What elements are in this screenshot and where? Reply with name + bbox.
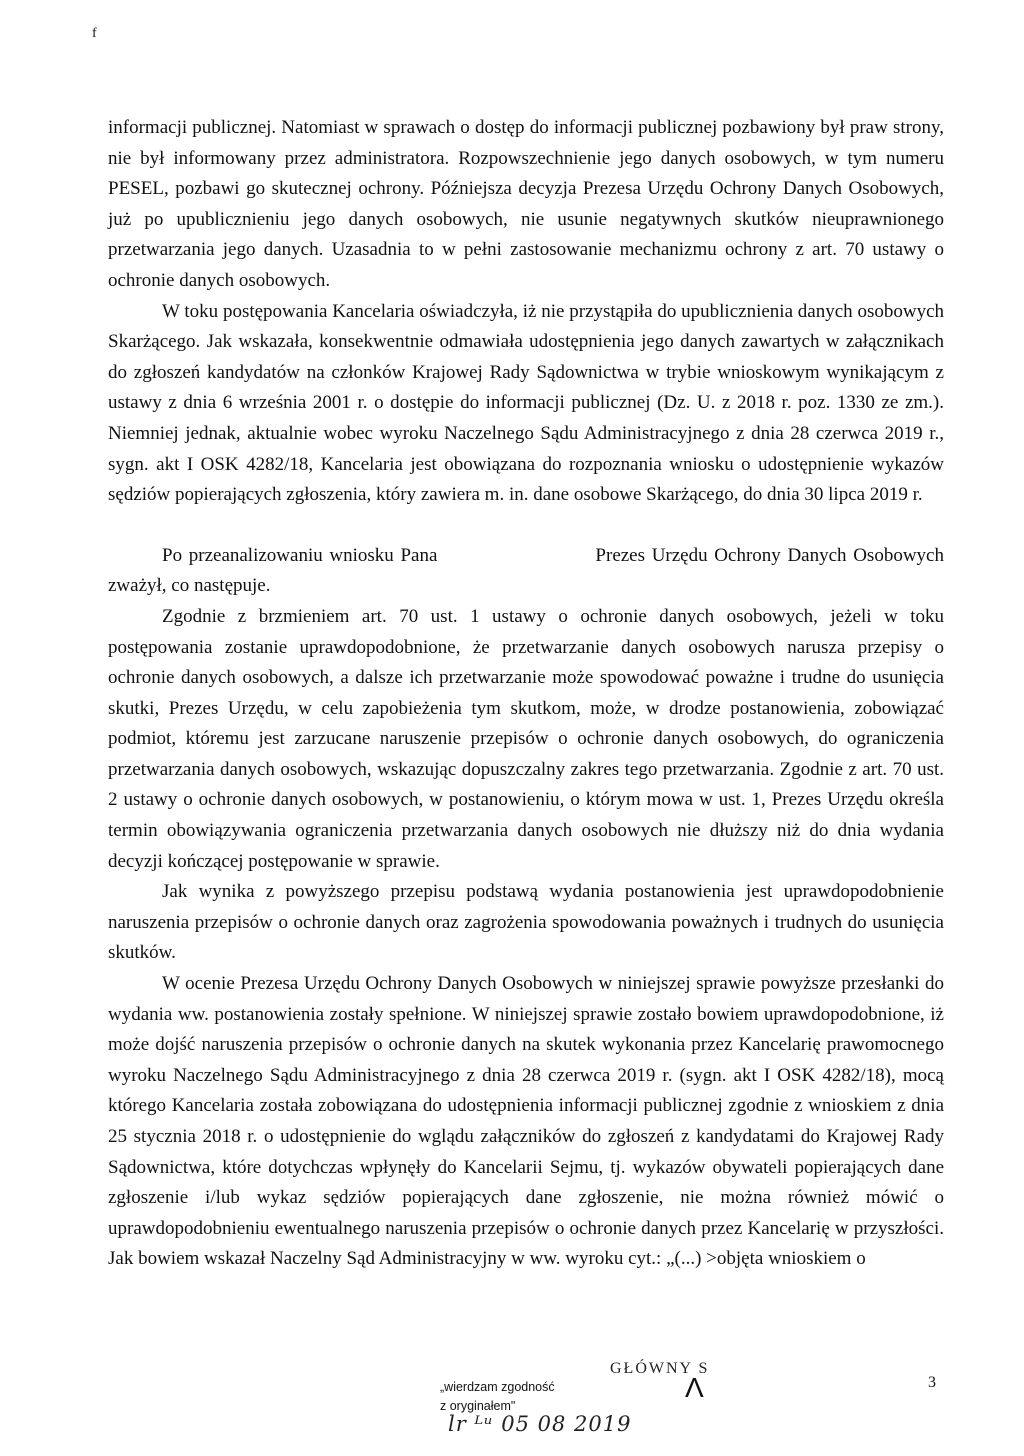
- analysis-intro-before: Po przeanalizowaniu wniosku Pana: [162, 544, 438, 566]
- signature-mark: Λ: [685, 1372, 704, 1403]
- paragraph-analysis-intro: [108, 541, 944, 602]
- certify-line-1: „wierdzam zgodność: [440, 1380, 555, 1394]
- stamp-title: GŁÓWNY S: [610, 1360, 710, 1377]
- paragraph-chancellery-statement: W toku postępowania Kancelaria oświadczyła, iż nie przystąpiła do upublicznienia danych osobowych Skarżącego. Jak wskazała, konsekwentnie odmawiała udostępnienia jego danych zawartych w załącznikach do zgłoszeń kandydatów na członków Krajowej Rady Sądownictwa w trybie wnioskowym wynikającym z ustawy z dnia 6 września 2001 r. o dostępie do informacji publicznej (Dz. U. z 2018 r. poz. 1330 ze zm.). Niemniej jednak, aktualnie wobec wyroku Naczelnego Sądu Administracyjnego z dnia 28 czerwca 2019 r., sygn. akt I OSK 4282/18, Kancelaria jest obowiązana do rozpoznania wniosku o udostępnienie wykazów sędziów popierających zgłoszenia, który zawiera m. in. dane osobowe Skarżącego, do dnia 30 lipca 2019 r.: [108, 300, 944, 506]
- paragraph-conclusion: Jak wynika z powyższego przepisu podstawą wydania postanowienia jest uprawdopodobnienie naruszenia przepisów o ochronie danych oraz zagrożenia spowodowania poważnych i trudnych do usunięcia skutków.: [108, 881, 944, 964]
- paragraph-continuation: informacji publicznej. Natomiast w sprawach o dostęp do informacji publicznej pozbawiony był praw strony, nie był informowany przez administratora. Rozpowszechnienie jego danych osobowych, w tym numeru PESEL, pozbawi go skutecznej ochrony. Późniejsza decyzja Prezesa Urzędu Ochrony Danych Osobowych, już po upublicznieniu jego danych osobowych, nie usunie negatywnych skutków nieuprawnionego przetwarzania jego danych. Uzasadnia to w pełni zastosowanie mechanizmu ochrony z art. 70 ustawy o ochronie danych osobowych.: [108, 117, 944, 291]
- paragraph-legal-basis: Zgodnie z brzmieniem art. 70 ust. 1 ustawy o ochronie danych osobowych, jeżeli w toku postępowania zostanie uprawdopodobnione, że przetwarzanie danych osobowych narusza przepisy o ochronie danych osobowych, a dalsze ich przetwarzanie może spowodować poważne i trudne do usunięcia skutki, Prezes Urzędu, w celu zapobieżenia tym skutkom, może, w drodze postanowienia, zobowiązać podmiot, któremu jest zarzucane naruszenie przepisów o ochronie danych osobowych, do ograniczenia przetwarzania danych osobowych, wskazując dopuszczalny zakres tego przetwarzania. Zgodnie z art. 70 ust. 2 ustawy o ochronie danych osobowych, w postanowieniu, o którym mowa w ust. 1, Prezes Urzędu określa termin obowiązywania ograniczenia przetwarzania danych osobowych nie dłuższy niż do dnia wydania decyzji kończącej postępowanie w sprawie.: [108, 605, 944, 872]
- document-body: [108, 113, 944, 1275]
- certify-line-2: z oryginałem": [440, 1399, 516, 1413]
- analysis-intro-after: Prezes Urzędu Ochrony Danych Osobowych zważył, co następuje.: [108, 544, 944, 597]
- corner-mark: f: [92, 26, 97, 41]
- handwritten-date: l⁠r ᴸᵘ 05 08 2019: [448, 1412, 632, 1436]
- page-number: 3: [928, 1374, 936, 1391]
- certification-stamp: [440, 1378, 555, 1416]
- paragraph-assessment: W ocenie Prezesa Urzędu Ochrony Danych Osobowych w niniejszej sprawie powyższe przesłanki do wydania ww. postanowienia zostały spełnione. W niniejszej sprawie zostało bowiem uprawdopodobnione, iż może dojść naruszenia przepisów o ochronie danych na skutek wykonania przez Kancelarię prawomocnego wyroku Naczelnego Sądu Administracyjnego z dnia 28 czerwca 2019 r. (sygn. akt I OSK 4282/18), mocą którego Kancelaria została zobowiązana do udostępnienia informacji publicznej zgodnie z wnioskiem z dnia 25 stycznia 2018 r. o udostępnienie do wglądu załączników do zgłoszeń z kandydatami do Krajowej Rady Sądownictwa, które dotychczas wpłynęły do Kancelarii Sejmu, tj. wykazów obywateli popierających dane zgłoszenie i/lub wykaz sędziów popierających dane zgłoszenie, nie można również mówić o uprawdopodobnieniu ewentualnego naruszenia przepisów o ochronie danych przez Kancelarię w przyszłości. Jak bowiem wskazał Naczelny Sąd Administracyjny w ww. wyroku cyt.: „(...) >objęta wnioskiem o: [108, 973, 944, 1270]
